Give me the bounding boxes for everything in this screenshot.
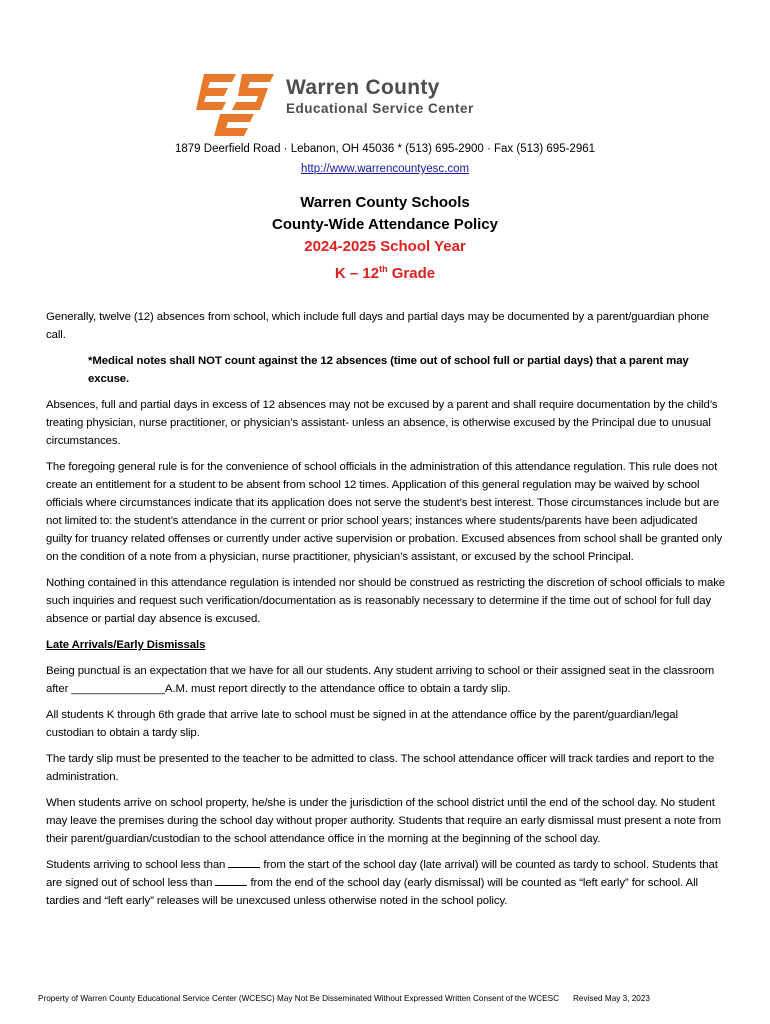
title-school-year: 2024-2025 School Year: [304, 238, 466, 255]
grade-range: K – 12: [334, 265, 380, 282]
paragraph-general-rule: The foregoing general rule is for the convenience of school officials in the administration of this attendance regulation. This rule does not create an entitlement for a student to be absent from school 12 times. Application of this general regulation may be waived by school officials where circumstances indicate that its application does not serve the student’s best interest. Those circumstances include but are not limited to: the student’s attendance in the current or prior school years; instances where students/parents have been adjudicated guilty for truancy related offenses or currently under active supervision or probation. Excused absences from school shall be granted only on the condition of a note from a physician, nurse practitioner, physician’s assistant, or excused by the school Principal.: [46, 461, 723, 563]
document-titles: [0, 192, 770, 285]
title-line-1: Warren County Schools: [300, 194, 470, 211]
website-link[interactable]: http://www.warrencountyesc.com: [300, 163, 470, 175]
grade-suffix: th: [379, 264, 388, 274]
org-subtitle: Educational Service Center: [286, 101, 474, 116]
blank-line-2: [215, 885, 247, 886]
paragraph-excess-absences: Absences, full and partial days in excess of 12 absences may not be excused by a parent and shall require documentation by the child’s treating physician, nurse practitioner, or physician’s assistant- unless an absence, is otherwise excused by the Principal due to unusual circumstances.: [46, 399, 718, 447]
tardy-text-c: from the end of the school day (early dismissal) will be counted as “left early” for school. All tardies and “left early” releases will be unexcused unless otherwise noted in the school policy.: [46, 877, 698, 907]
blank-line-1: [228, 867, 260, 868]
website-line: [0, 163, 770, 175]
paragraph-tardy-rules: [46, 856, 726, 910]
tardy-text-a: Students arriving to school less than: [46, 859, 229, 871]
tardy-text-b: from the start of the school day (late arrival) will be counted as tardy to school. Students that are signed out of school less than: [46, 859, 718, 889]
paragraph-jurisdiction: When students arrive on school property, he/she is under the jurisdiction of the school district until the end of the school day. No student may leave the premises during the school day without proper authority. Students that require an early dismissal must present a note from their parent/guardian/custodian to the school attendance office in the morning at the beginning of the school day.: [46, 797, 722, 845]
paragraph-general: Generally, twelve (12) absences from school, which include full days and partial days may be documented by a parent/guardian phone call.: [46, 311, 710, 341]
esc-logo-icon: [196, 68, 278, 138]
title-grade: [0, 258, 770, 285]
paragraph-medical-note: *Medical notes shall NOT count against the 12 absences (time out of school full or partial days) that a parent may excuse.: [88, 355, 689, 385]
policy-body: [46, 308, 726, 918]
header-logo: [196, 68, 576, 138]
paragraph-k6-sign-in: All students K through 6th grade that arrive late to school must be signed in at the attendance office by the parent/guardian/legal custodian to obtain a tardy slip.: [46, 709, 678, 739]
org-address: 1879 Deerfield Road · Lebanon, OH 45036 * (513) 695-2900 · Fax (513) 695-2961: [174, 143, 596, 155]
footer-property-notice: Property of Warren County Educational Service Center (WCESC) May Not Be Disseminated Without Expressed Written Consent of the WCESC: [38, 994, 560, 1003]
page-footer: [38, 994, 650, 1003]
grade-word: Grade: [387, 265, 436, 282]
footer-revised-date: Revised May 3, 2023: [573, 994, 650, 1003]
paragraph-discretion: Nothing contained in this attendance regulation is intended nor should be construed as restricting the discretion of school officials to make such inquiries and request such verification/documentation as is reasonably necessary to determine if the time out of school for full day absence or partial day absence is excused.: [46, 577, 726, 625]
section-heading-late-arrivals: Late Arrivals/Early Dismissals: [46, 639, 206, 651]
title-line-2: County-Wide Attendance Policy: [272, 216, 498, 233]
paragraph-tardy-slip: The tardy slip must be presented to the teacher to be admitted to class. The school attendance officer will track tardies and report to the administration.: [46, 753, 715, 783]
paragraph-punctual: Being punctual is an expectation that we have for all our students. Any student arriving to school or their assigned seat in the classroom after _______________A.M. must report directly to the attendance office to obtain a tardy slip.: [46, 665, 715, 695]
org-name: Warren County: [286, 76, 440, 99]
